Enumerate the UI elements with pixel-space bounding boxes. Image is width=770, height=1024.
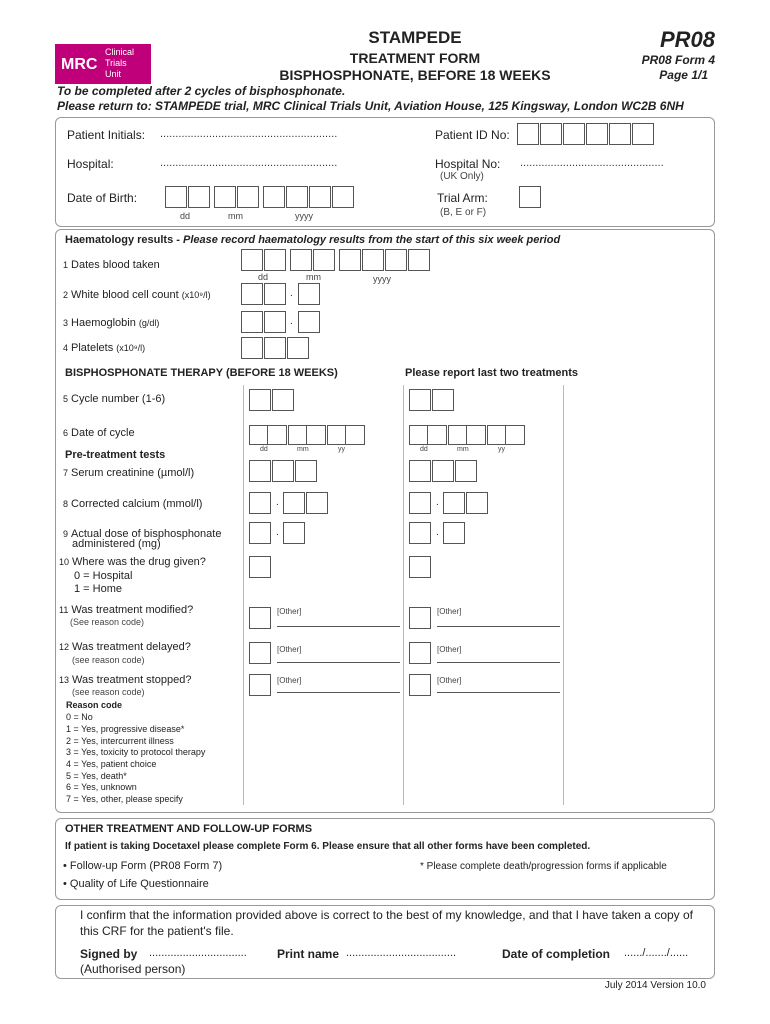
trial-arm-label: Trial Arm: xyxy=(437,191,488,205)
blood-date-box-7[interactable] xyxy=(385,249,407,271)
hb-box-3[interactable] xyxy=(298,311,320,333)
q5-label: 5 Cycle number (1-6) xyxy=(63,393,166,405)
dob-box-d1[interactable] xyxy=(165,186,187,208)
qol-item: • Quality of Life Questionnaire xyxy=(63,878,209,890)
blood-date-box-5[interactable] xyxy=(339,249,361,271)
followup-item: • Follow-up Form (PR08 Form 7) xyxy=(63,860,223,872)
date-a-dd: dd xyxy=(260,446,268,453)
wbc-box-3[interactable] xyxy=(298,283,320,305)
dob-yyyy-hint: yyyy xyxy=(295,211,313,221)
q9-label: 9 Actual dose of bisphosphonate xyxy=(63,528,222,540)
blood-date-box-8[interactable] xyxy=(408,249,430,271)
patient-initials-dots[interactable]: .......................................................... xyxy=(160,128,338,140)
instruction-complete: To be completed after 2 cycles of bisphosphonate. xyxy=(57,84,346,98)
blood-date-mm-hint: mm xyxy=(306,272,321,282)
dob-box-m2[interactable] xyxy=(237,186,259,208)
cycle-b-box-2[interactable] xyxy=(432,389,454,411)
reason-code-1: 1 = Yes, progressive disease* xyxy=(66,724,185,734)
docetaxel-note: If patient is taking Docetaxel please complete Form 6. Please ensure that all other forms have been completed. xyxy=(65,841,591,852)
therapy-heading: BISPHOSPHONATE THERAPY (BEFORE 18 WEEKS) xyxy=(65,367,338,379)
reason-code-5: 5 = Yes, death* xyxy=(66,771,127,781)
patient-id-box-2[interactable] xyxy=(540,123,562,145)
signed-by-dots[interactable]: ................................ xyxy=(149,947,247,959)
date-b-box-2[interactable] xyxy=(427,425,447,445)
dose-b-box-2[interactable] xyxy=(443,522,465,544)
hb-decimal-point: . xyxy=(290,316,293,327)
patient-initials-label: Patient Initials: xyxy=(67,128,146,142)
q10-opt-hospital: 0 = Hospital xyxy=(74,570,133,582)
q12-text: Was treatment delayed? xyxy=(72,641,191,653)
dose-b-box-1[interactable] xyxy=(409,522,431,544)
uk-only-hint: (UK Only) xyxy=(440,171,484,182)
patient-id-box-6[interactable] xyxy=(632,123,654,145)
date-a-box-5[interactable] xyxy=(327,425,347,445)
dose-a-box-1[interactable] xyxy=(249,522,271,544)
hb-box-1[interactable] xyxy=(241,311,263,333)
q3-text: Haemoglobin xyxy=(71,317,136,329)
q1-text: Dates blood taken xyxy=(71,259,160,271)
cycle-a-box-1[interactable] xyxy=(249,389,271,411)
where-b-box[interactable] xyxy=(409,556,431,578)
delayed-a-box[interactable] xyxy=(249,642,271,664)
calc-b-decimal: . xyxy=(436,497,439,508)
qol-item-text: Quality of Life Questionnaire xyxy=(69,878,209,890)
dose-b-decimal: . xyxy=(436,527,439,538)
patient-id-label: Patient ID No: xyxy=(435,128,510,142)
date-b-box-5[interactable] xyxy=(487,425,507,445)
q4-text: Platelets xyxy=(71,342,114,354)
modified-b-box[interactable] xyxy=(409,607,431,629)
blood-date-yyyy-hint: yyyy xyxy=(373,274,391,284)
blood-date-dd-hint: dd xyxy=(258,272,269,282)
haematology-heading-note: Please record haematology results from the start of this six week period xyxy=(182,234,561,246)
reason-code-0: 0 = No xyxy=(66,712,93,722)
calc-b-box-1[interactable] xyxy=(409,492,431,514)
stopped-b-box[interactable] xyxy=(409,674,431,696)
creat-b-box-1[interactable] xyxy=(409,460,431,482)
calc-a-box-1[interactable] xyxy=(249,492,271,514)
creat-b-box-3[interactable] xyxy=(455,460,477,482)
dob-box-m1[interactable] xyxy=(214,186,236,208)
blood-date-box-3[interactable] xyxy=(290,249,312,271)
calc-a-box-3[interactable] xyxy=(306,492,328,514)
hospital-no-label: Hospital No: xyxy=(435,157,501,171)
other-forms-heading: OTHER TREATMENT AND FOLLOW-UP FORMS xyxy=(65,823,313,835)
instruction-return: Please return to: STAMPEDE trial, MRC Clinical Trials Unit, Aviation House, 125 Kingsway, London WC2B 6NH xyxy=(57,99,684,113)
date-a-box-6[interactable] xyxy=(345,425,365,445)
date-b-box-3[interactable] xyxy=(448,425,468,445)
date-a-box-3[interactable] xyxy=(288,425,308,445)
hb-box-2[interactable] xyxy=(264,311,286,333)
blood-date-box-4[interactable] xyxy=(313,249,335,271)
date-completion-dots[interactable]: ....../......./...... xyxy=(624,947,689,959)
modified-a-line[interactable] xyxy=(277,626,400,627)
date-completion-label: Date of completion xyxy=(502,947,611,961)
plt-box-1[interactable] xyxy=(241,337,263,359)
q8-label: 8 Corrected calcium (mmol/l) xyxy=(63,498,203,510)
wbc-box-1[interactable] xyxy=(241,283,263,305)
creat-a-box-1[interactable] xyxy=(249,460,271,482)
patient-id-box-5[interactable] xyxy=(609,123,631,145)
hospital-dots[interactable]: .......................................................... xyxy=(160,157,338,169)
q2-unit: (x10⁹/l) xyxy=(181,290,211,300)
print-name-label: Print name xyxy=(277,947,340,961)
confirm-statement: I confirm that the information provided above is correct to the best of my knowledge, and that I have taken a copy of this CRF for the patient's file. xyxy=(80,908,694,938)
patient-id-box-3[interactable] xyxy=(563,123,585,145)
q10-text: Where was the drug given? xyxy=(72,556,206,568)
logo-line-2: Trials xyxy=(105,58,127,68)
q4-label: 4 Platelets (x10⁹/l) xyxy=(63,342,146,354)
reason-code-6: 6 = Yes, unknown xyxy=(66,782,137,792)
q11-text: Was treatment modified? xyxy=(71,604,194,616)
wbc-decimal-point: . xyxy=(290,288,293,299)
q10-opt-home: 1 = Home xyxy=(74,583,122,595)
q9-label-b: administered (mg) xyxy=(72,538,161,550)
col-divider-3 xyxy=(563,385,564,805)
logo-line-1: Clinical xyxy=(105,47,135,57)
q5-text: Cycle number (1-6) xyxy=(71,393,166,405)
reason-code-heading: Reason code xyxy=(66,700,123,710)
calc-a-decimal: . xyxy=(276,497,279,508)
modified-a-other: [Other] xyxy=(277,607,302,616)
dose-a-decimal: . xyxy=(276,527,279,538)
q7-text: Serum creatinine (µmol/l) xyxy=(71,467,195,479)
q8-text: Corrected calcium (mmol/l) xyxy=(71,498,203,510)
pretreat-heading: Pre-treatment tests xyxy=(65,449,166,461)
q9-text-a: Actual dose of bisphosphonate xyxy=(71,528,222,540)
dob-box-y4[interactable] xyxy=(332,186,354,208)
stopped-b-line[interactable] xyxy=(437,692,560,693)
dob-dd-hint: dd xyxy=(180,211,191,221)
print-name-dots[interactable]: .................................... xyxy=(346,947,457,959)
q11-sub: (See reason code) xyxy=(70,617,145,627)
date-b-dd: dd xyxy=(420,446,428,453)
delayed-a-other: [Other] xyxy=(277,645,302,654)
calc-b-box-2[interactable] xyxy=(443,492,465,514)
version-footer: July 2014 Version 10.0 xyxy=(604,980,706,991)
form-title: TREATMENT FORM xyxy=(349,50,481,66)
q4-unit: (x10⁹/l) xyxy=(116,343,146,353)
stopped-a-line[interactable] xyxy=(277,692,400,693)
mrc-logo xyxy=(55,44,151,84)
calc-a-box-2[interactable] xyxy=(283,492,305,514)
modified-b-line[interactable] xyxy=(437,626,560,627)
date-a-box-2[interactable] xyxy=(267,425,287,445)
page-title: STAMPEDE xyxy=(368,28,462,47)
q2-label: 2 White blood cell count (x10⁹/l) xyxy=(63,289,211,301)
q12-label: 12 Was treatment delayed? xyxy=(59,641,191,653)
dob-box-d2[interactable] xyxy=(188,186,210,208)
date-b-yy: yy xyxy=(498,446,505,453)
q13-label: 13 Was treatment stopped? xyxy=(59,674,192,686)
delayed-b-other: [Other] xyxy=(437,645,462,654)
date-b-box-6[interactable] xyxy=(505,425,525,445)
form-code: PR08 xyxy=(659,27,715,52)
date-b-mm: mm xyxy=(457,446,469,453)
haematology-heading xyxy=(65,234,560,246)
patient-id-box-4[interactable] xyxy=(586,123,608,145)
q7-label: 7 Serum creatinine (µmol/l) xyxy=(63,467,195,479)
delayed-b-line[interactable] xyxy=(437,662,560,663)
q11-label: 11 Was treatment modified? xyxy=(59,604,194,616)
blood-date-box-2[interactable] xyxy=(264,249,286,271)
hospital-label: Hospital: xyxy=(67,157,114,171)
logo-line-3: Unit xyxy=(105,69,122,79)
delayed-a-line[interactable] xyxy=(277,662,400,663)
modified-a-box[interactable] xyxy=(249,607,271,629)
col-divider-2 xyxy=(403,385,404,805)
modified-b-other: [Other] xyxy=(437,607,462,616)
q13-sub: (see reason code) xyxy=(72,687,145,697)
dob-box-y2[interactable] xyxy=(286,186,308,208)
cycle-b-box-1[interactable] xyxy=(409,389,431,411)
col-divider-1 xyxy=(243,385,244,805)
death-progression-note: * Please complete death/progression forms if applicable xyxy=(420,861,667,872)
calc-b-box-3[interactable] xyxy=(466,492,488,514)
q10-label: 10 Where was the drug given? xyxy=(59,556,206,568)
patient-id-box-1[interactable] xyxy=(517,123,539,145)
dob-label: Date of Birth: xyxy=(67,191,138,205)
date-b-box-4[interactable] xyxy=(466,425,486,445)
date-a-yy: yy xyxy=(338,446,345,453)
form-number: PR08 Form 4 xyxy=(641,53,715,67)
trial-arm-box[interactable] xyxy=(519,186,541,208)
date-b-box-1[interactable] xyxy=(409,425,429,445)
authorised-person: (Authorised person) xyxy=(80,962,186,976)
q3-unit: (g/dl) xyxy=(138,318,160,328)
q6-label: 6 Date of cycle xyxy=(63,427,135,439)
date-a-box-1[interactable] xyxy=(249,425,269,445)
date-a-box-4[interactable] xyxy=(306,425,326,445)
stopped-a-box[interactable] xyxy=(249,674,271,696)
form-subtitle: BISPHOSPHONATE, BEFORE 18 WEEKS xyxy=(279,67,551,83)
followup-item-text: Follow-up Form (PR08 Form 7) xyxy=(69,860,223,872)
dob-mm-hint: mm xyxy=(228,211,243,221)
wbc-box-2[interactable] xyxy=(264,283,286,305)
hospital-no-dots[interactable]: ............................................... xyxy=(520,157,664,169)
q1-label: 1 Dates blood taken xyxy=(63,259,160,271)
haematology-heading-text: Haematology results - xyxy=(65,234,180,246)
reason-code-4: 4 = Yes, patient choice xyxy=(66,759,157,769)
report-note: Please report last two treatments xyxy=(405,367,579,379)
blood-date-box-1[interactable] xyxy=(241,249,263,271)
logo-mrc-text: MRC xyxy=(61,56,98,73)
dose-a-box-2[interactable] xyxy=(283,522,305,544)
reason-code-3: 3 = Yes, toxicity to protocol therapy xyxy=(66,747,206,757)
reason-code-2: 2 = Yes, intercurrent illness xyxy=(66,736,174,746)
q12-sub: (see reason code) xyxy=(72,655,145,665)
dob-box-y3[interactable] xyxy=(309,186,331,208)
signed-by-label: Signed by xyxy=(80,947,138,961)
q13-text: Was treatment stopped? xyxy=(72,674,192,686)
stopped-b-other: [Other] xyxy=(437,676,462,685)
date-a-mm: mm xyxy=(297,446,309,453)
q6-text: Date of cycle xyxy=(71,427,135,439)
dob-box-y1[interactable] xyxy=(263,186,285,208)
creat-b-box-2[interactable] xyxy=(432,460,454,482)
creat-a-box-2[interactable] xyxy=(272,460,294,482)
where-a-box[interactable] xyxy=(249,556,271,578)
trial-arm-hint: (B, E or F) xyxy=(440,207,487,218)
creat-a-box-3[interactable] xyxy=(295,460,317,482)
page-number: Page 1/1 xyxy=(659,68,708,82)
blood-date-box-6[interactable] xyxy=(362,249,384,271)
stopped-a-other: [Other] xyxy=(277,676,302,685)
q3-label: 3 Haemoglobin (g/dl) xyxy=(63,317,160,329)
plt-box-3[interactable] xyxy=(287,337,309,359)
reason-code-7: 7 = Yes, other, please specify xyxy=(66,794,183,804)
q2-text: White blood cell count xyxy=(71,289,179,301)
cycle-a-box-2[interactable] xyxy=(272,389,294,411)
delayed-b-box[interactable] xyxy=(409,642,431,664)
plt-box-2[interactable] xyxy=(264,337,286,359)
